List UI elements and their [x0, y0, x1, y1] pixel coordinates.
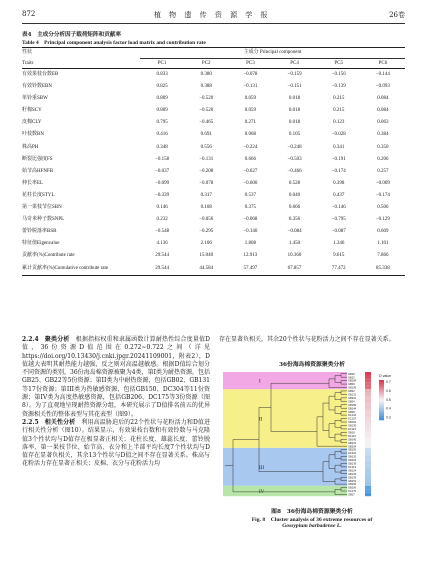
value-cell: −0.503	[287, 156, 302, 162]
value-cell: 0.809	[156, 96, 168, 102]
value-cell: 0.271	[244, 120, 257, 126]
value-cell: −0.146	[331, 205, 346, 211]
trait-cell: 叶枝数BN	[22, 132, 44, 138]
heat-cell	[365, 431, 371, 434]
leaf-label: GB04	[348, 400, 355, 404]
heat-cell	[365, 438, 371, 441]
col-header: PC3	[228, 59, 272, 69]
trait-cell: 伸长率EL	[22, 180, 44, 186]
value-cell: −0.295	[199, 229, 214, 235]
legend-swatch	[379, 388, 384, 390]
trait-cell: 蕾铃脱落率BSR	[22, 229, 57, 235]
heat-cell	[365, 410, 371, 413]
legend-tick-label: 0.3	[386, 415, 391, 420]
heat-cell	[365, 444, 371, 447]
value-cell: 4.136	[156, 241, 168, 247]
leaf-label: GB139	[348, 476, 357, 480]
leaf-label: GB136	[348, 386, 357, 390]
value-cell: 0.384	[377, 132, 389, 138]
legend-swatch	[379, 412, 384, 414]
table-head-row-2	[22, 59, 405, 69]
value-cell: −0.466	[287, 168, 302, 174]
legend-swatch	[379, 416, 384, 418]
value-cell: 0.108	[200, 205, 212, 211]
trait-cell: 有效果枝台数EB	[22, 72, 59, 77]
legend-swatch	[379, 404, 384, 406]
value-cell: −0.139	[331, 84, 346, 90]
section-title: 聚类分析	[44, 336, 70, 343]
leaf-label: GB139	[348, 462, 357, 466]
table-row	[22, 142, 405, 154]
table-row	[22, 154, 405, 166]
leaf-label: GB131	[348, 393, 357, 397]
legend-swatch	[379, 398, 384, 400]
heat-cell	[365, 472, 371, 475]
value-cell: −0.131	[243, 84, 258, 90]
section-2-2-5	[22, 419, 210, 469]
running-header	[22, 10, 405, 22]
value-cell: −0.174	[331, 168, 346, 174]
value-cell: −0.093	[375, 84, 390, 90]
table-row	[22, 263, 405, 276]
cluster-label: II	[259, 417, 263, 423]
value-cell: −0.131	[199, 156, 214, 162]
value-cell: 0.356	[288, 217, 301, 223]
value-cell: −0.548	[155, 229, 170, 235]
left-column-text	[22, 336, 210, 469]
trait-cell: 贡献率(%)Contribute rate	[22, 253, 75, 259]
leaf-label: GB130	[348, 424, 357, 428]
table-row	[22, 81, 405, 93]
col-header: PC1	[140, 59, 184, 69]
value-cell: 12.913	[243, 253, 258, 259]
value-cell: −0.224	[243, 144, 258, 150]
heat-cell	[365, 382, 371, 385]
value-cell: −0.151	[287, 84, 302, 90]
cluster-label: I	[259, 379, 261, 385]
legend-tick-label: 0.6	[386, 388, 391, 393]
leaf-label: GB145	[348, 438, 357, 442]
value-cell: 1.808	[244, 241, 257, 247]
heat-cell	[365, 393, 371, 396]
cluster-band	[223, 389, 347, 448]
value-cell: 0.068	[244, 132, 257, 138]
pca-table	[22, 47, 405, 276]
value-cell: 0.809	[156, 108, 168, 114]
legend-swatch	[379, 384, 384, 386]
heat-cell	[365, 462, 371, 465]
heat-cell	[365, 400, 371, 403]
value-cell: −0.520	[199, 108, 214, 114]
section-body: 根据指标权重和隶属函数计算耐热性综合度量值D值，36份资源D值范围在0.272~0.722之间（详见https://doi.org/10.13430/j.cnki.jpgr.20241109001，附表2），D值越大表明其耐热能力越强，反之则对高温越敏感。根据D值综合划分不同资源的类别，36份海岛棉资源被聚为4类，第I类为耐热资源，包括GB25、GB22等5份资源；第II类为中耐热资源，包括GB02、GB131等17份资源；第III类为热敏感资源，包括GB150、DC304等11份资源；第IV类为高度热敏感资源，包括GB206、DC175等3份资源（图8）。为了直观地呈现耐热资源分组，本研究展示了D值排名前五的优异资源相关性的整体表型与其花表型（图9）。	[22, 336, 210, 418]
table-row	[22, 250, 405, 262]
table-caption-zh: 表4 主成分分析因子载荷矩阵和贡献率	[22, 32, 121, 38]
leaf-label: GB201	[348, 396, 357, 400]
value-cell: 29.544	[155, 253, 169, 259]
trait-cell: 第一果枝节位SBN	[22, 205, 62, 211]
cluster-label: III	[259, 465, 264, 471]
cluster-band	[223, 448, 347, 486]
legend-tick-label: 0.4	[386, 406, 391, 411]
value-cell: 67.857	[272, 263, 316, 276]
value-cell: 0.341	[333, 144, 345, 150]
legend-title: D value	[379, 374, 392, 378]
value-cell: 10.360	[287, 253, 302, 259]
value-cell: −0.009	[375, 180, 390, 186]
legend-swatch	[379, 394, 384, 396]
trait-cell: 马奇米种子数SNPL	[22, 217, 65, 223]
value-cell: 0.317	[200, 192, 212, 198]
heat-cell	[365, 451, 371, 454]
legend-swatch	[379, 410, 384, 412]
value-cell: 0.537	[244, 192, 257, 198]
heat-cell	[365, 417, 371, 420]
legend-swatch	[379, 392, 384, 394]
value-cell: −0.158	[155, 156, 170, 162]
heat-cell	[365, 486, 371, 489]
value-cell: 0.437	[333, 192, 345, 198]
heat-cell	[365, 455, 371, 458]
value-cell: −0.144	[375, 72, 390, 77]
heat-cell	[365, 448, 371, 451]
legend-swatch	[379, 414, 384, 416]
value-cell: 0.063	[377, 120, 389, 126]
leaf-label: GB163	[348, 459, 357, 463]
value-cell: −0.627	[243, 168, 258, 174]
trait-cell: 累计贡献率(%)Cumulative contribute rate	[22, 263, 140, 276]
leaf-label: DC115	[348, 428, 356, 432]
value-cell: −0.068	[243, 217, 258, 223]
value-cell: 0.018	[288, 120, 301, 126]
leaf-label: GB206	[348, 486, 357, 490]
heat-cell	[365, 434, 371, 437]
legend-swatch	[379, 406, 384, 408]
trait-cell: 皮棉CLY	[22, 120, 42, 126]
leaf-label: GB186	[348, 403, 357, 407]
value-cell: −0.140	[243, 229, 258, 235]
heat-cell	[365, 389, 371, 392]
value-cell: 0.059	[244, 96, 257, 102]
value-cell: −0.056	[199, 217, 214, 223]
heat-cell	[365, 403, 371, 406]
value-cell: 0.666	[244, 156, 257, 162]
value-cell: 77.472	[317, 263, 361, 276]
trait-cell: 特征值Eigenvalue	[22, 241, 60, 247]
heat-cell	[365, 476, 371, 479]
value-cell: −0.087	[331, 229, 346, 235]
value-cell: 0.375	[244, 205, 257, 211]
legend-swatch	[379, 396, 384, 398]
value-cell: 0.146	[156, 205, 168, 211]
trait-cell: 籽棉SCY	[22, 108, 42, 114]
table-row	[22, 129, 405, 141]
value-cell: −0.191	[331, 156, 346, 162]
value-cell: 0.215	[333, 108, 345, 114]
leaf-label: GB05	[348, 410, 355, 414]
value-cell: 57.497	[228, 263, 272, 276]
heat-cell	[365, 441, 371, 444]
value-cell: 1.101	[377, 241, 389, 247]
col-header: PC6	[361, 59, 405, 69]
value-cell: 0.123	[333, 120, 345, 126]
value-cell: −0.078	[243, 72, 258, 77]
value-cell: 7.866	[377, 253, 389, 259]
trait-cell: 单铃重SBW	[22, 96, 48, 102]
heat-cell	[365, 407, 371, 410]
heat-cell	[365, 493, 371, 496]
table-row	[22, 93, 405, 105]
value-cell: 0.084	[377, 96, 389, 102]
table-head-row-1	[22, 48, 405, 59]
value-cell: 0.380	[200, 72, 212, 77]
figure-caption-zh: 图8 36份海岛棉资源聚类分析	[271, 509, 353, 515]
value-cell: −0.795	[331, 217, 346, 223]
heat-cell	[365, 482, 371, 485]
value-cell: −0.248	[287, 144, 302, 150]
value-cell: −0.156	[331, 72, 346, 77]
value-cell: −0.465	[199, 120, 214, 126]
volume: 26卷	[389, 11, 405, 19]
heat-cell	[365, 458, 371, 461]
heat-cell	[365, 386, 371, 389]
heat-cell	[365, 413, 371, 416]
col-header: PC5	[317, 59, 361, 69]
table-caption-en: Table 4 Principal component analysis factor load matrix and contribution rate	[22, 40, 206, 46]
legend-swatch	[379, 386, 384, 388]
value-cell: 0.795	[156, 120, 168, 126]
value-cell: −0.028	[331, 132, 346, 138]
value-cell: 0.105	[288, 132, 301, 138]
leaf-label: GB122	[348, 441, 357, 445]
table-row	[22, 166, 405, 178]
value-cell: 0.691	[200, 132, 212, 138]
value-cell: −0.159	[287, 72, 302, 77]
value-cell: 1.346	[333, 241, 345, 247]
legend-swatch	[379, 380, 384, 382]
leaf-label: DC175	[348, 490, 357, 494]
cluster-band	[223, 372, 347, 389]
value-cell: 0.666	[288, 205, 301, 211]
row-header-zh: 性状	[22, 48, 140, 59]
value-cell: 0.350	[377, 144, 389, 150]
value-cell: −0.520	[199, 96, 214, 102]
header-rule	[22, 23, 405, 24]
legend-swatch	[379, 390, 384, 392]
leaf-label: GB120	[348, 455, 357, 459]
leaf-label: DC110	[348, 434, 356, 438]
heat-cell	[365, 424, 371, 427]
heat-cell	[365, 375, 371, 378]
table-row	[22, 178, 405, 190]
value-cell: 0.018	[288, 108, 301, 114]
section-number: 2.2.5	[22, 418, 39, 426]
leaf-label: DC107	[348, 417, 357, 421]
legend-swatch	[379, 402, 384, 404]
value-cell: −0.099	[155, 180, 170, 186]
legend-tick-label: 0.5	[386, 397, 391, 402]
value-cell: 2.106	[200, 241, 212, 247]
value-cell: 9.615	[333, 253, 345, 259]
leaf-label: GB07	[348, 493, 355, 497]
value-cell: 15.040	[199, 253, 214, 259]
dendrogram-figure	[219, 368, 405, 504]
trait-cell: 花柱长度STYL	[22, 192, 55, 198]
leaf-label: DC113	[348, 465, 356, 469]
trait-cell: 始节高HFNFB	[22, 168, 54, 174]
leaf-label: GB09	[348, 383, 355, 387]
value-cell: 0.609	[377, 229, 389, 235]
value-cell: −0.078	[199, 180, 214, 186]
value-cell: 0.556	[200, 144, 212, 150]
leaf-label: GB150	[348, 448, 357, 452]
page-number: 872	[22, 10, 36, 18]
heat-cell	[365, 420, 371, 423]
value-cell: −0.339	[155, 192, 170, 198]
col-header: PC2	[184, 59, 228, 69]
value-cell: 29.544	[140, 263, 184, 276]
figure-caption-species: Gossypium barbadense L.	[282, 523, 342, 529]
table-row	[22, 214, 405, 226]
value-cell: −0.208	[199, 168, 214, 174]
section-2-2-4	[22, 336, 210, 419]
value-cell: 0.059	[244, 108, 257, 114]
value-cell: 85.338	[361, 263, 405, 276]
value-cell: 0.506	[377, 205, 389, 211]
table-row	[22, 117, 405, 129]
legend-swatch	[379, 408, 384, 410]
legend-swatch	[379, 382, 384, 384]
heat-cell	[365, 372, 371, 375]
value-cell: −0.129	[375, 217, 390, 223]
value-cell: 0.416	[156, 132, 168, 138]
trait-cell: 有效铃数EBN	[22, 84, 53, 90]
leaf-label: GB144	[348, 407, 357, 411]
value-cell: 0.206	[377, 156, 389, 162]
value-cell: −0.600	[243, 180, 258, 186]
value-cell: 0.528	[288, 180, 301, 186]
value-cell: 1.450	[288, 241, 301, 247]
legend-tick-label: 0.7	[386, 379, 391, 384]
value-cell: −0.174	[375, 192, 390, 198]
value-cell: 0.825	[156, 84, 168, 90]
figure-title: 36份海岛棉资源聚类分析	[278, 362, 346, 368]
group-header: 主成分 Principal component	[140, 48, 405, 59]
heat-cell	[365, 489, 371, 492]
leaf-label: GB22	[348, 376, 355, 380]
heat-cell	[365, 379, 371, 382]
leaf-label: GB25	[348, 372, 355, 376]
value-cell: 0.388	[200, 84, 212, 90]
section-title: 相关性分析	[44, 418, 76, 426]
leaf-label: GB156	[348, 483, 357, 487]
heat-cell	[365, 469, 371, 472]
legend-swatch	[379, 400, 384, 402]
leaf-label: GB124	[348, 469, 357, 473]
value-cell: −0.084	[287, 229, 302, 235]
figure-caption-en: Fig. 8 Cluster analysis of 36 extreme resources of	[251, 517, 373, 523]
trait-cell: 断裂比强度FS	[22, 156, 53, 162]
cluster-band	[223, 486, 347, 496]
right-column-text: 存在显著负相关，其余20个性状与花粉活力之间不存在显著关系。	[219, 336, 395, 343]
heat-cell	[365, 427, 371, 430]
col-header: PC4	[272, 59, 316, 69]
value-cell: 0.084	[377, 108, 389, 114]
leaf-label: GB153	[348, 479, 357, 483]
value-cell: 0.348	[156, 144, 168, 150]
heat-cell	[365, 479, 371, 482]
table-row	[22, 105, 405, 117]
table-row	[22, 226, 405, 238]
table-row	[22, 238, 405, 250]
legend-swatch	[379, 418, 384, 420]
section-body: 利用高温胁迫后的22个性状与花粉活力和D值进行相关性分析（图10）。结果显示，有效果枝台数和有效铃数与马克隆值3个性状均与D值存在极显著正相关；花柱长度、雄蕊长度、蕾铃脱落率、第一果枝节位、始节高、衣分和上半部平均长度7个性状均与D值存在显著负相关，其余13个性状与D值之间不存在显著关系。株高与花粉活力存在显著正相关；皮棉、衣分与花粉活力均	[22, 418, 210, 468]
value-cell: 0.398	[333, 180, 345, 186]
leaf-label: GB204	[348, 445, 357, 449]
leaf-label: GB18	[348, 431, 355, 435]
value-cell: 0.833	[156, 72, 168, 77]
leaf-label: GB149	[348, 472, 357, 476]
value-cell: 0.018	[288, 96, 301, 102]
section-number: 2.2.4	[22, 336, 39, 343]
table-row	[22, 202, 405, 214]
cluster-label: IV	[259, 490, 265, 496]
trait-cell: 株高PH	[22, 144, 39, 150]
value-cell: 0.215	[333, 96, 345, 102]
table-row	[22, 69, 405, 82]
table-row	[22, 190, 405, 202]
value-cell: 0.040	[288, 192, 301, 198]
journal-name: 植 物 遗 传 资 源 学 报	[153, 11, 271, 19]
value-cell: 0.257	[377, 168, 389, 174]
leaf-label: GB164	[348, 379, 357, 383]
heat-cell	[365, 465, 371, 468]
leaf-label: GB02	[348, 390, 355, 394]
value-cell: −0.037	[155, 168, 170, 174]
heat-cell	[365, 396, 371, 399]
leaf-label: DC134	[348, 414, 357, 418]
value-cell: 0.232	[156, 217, 168, 223]
row-header-en: Traits	[22, 59, 140, 69]
leaf-label: GB194	[348, 421, 357, 425]
leaf-label: DC304	[348, 452, 357, 456]
value-cell: 44.584	[184, 263, 228, 276]
